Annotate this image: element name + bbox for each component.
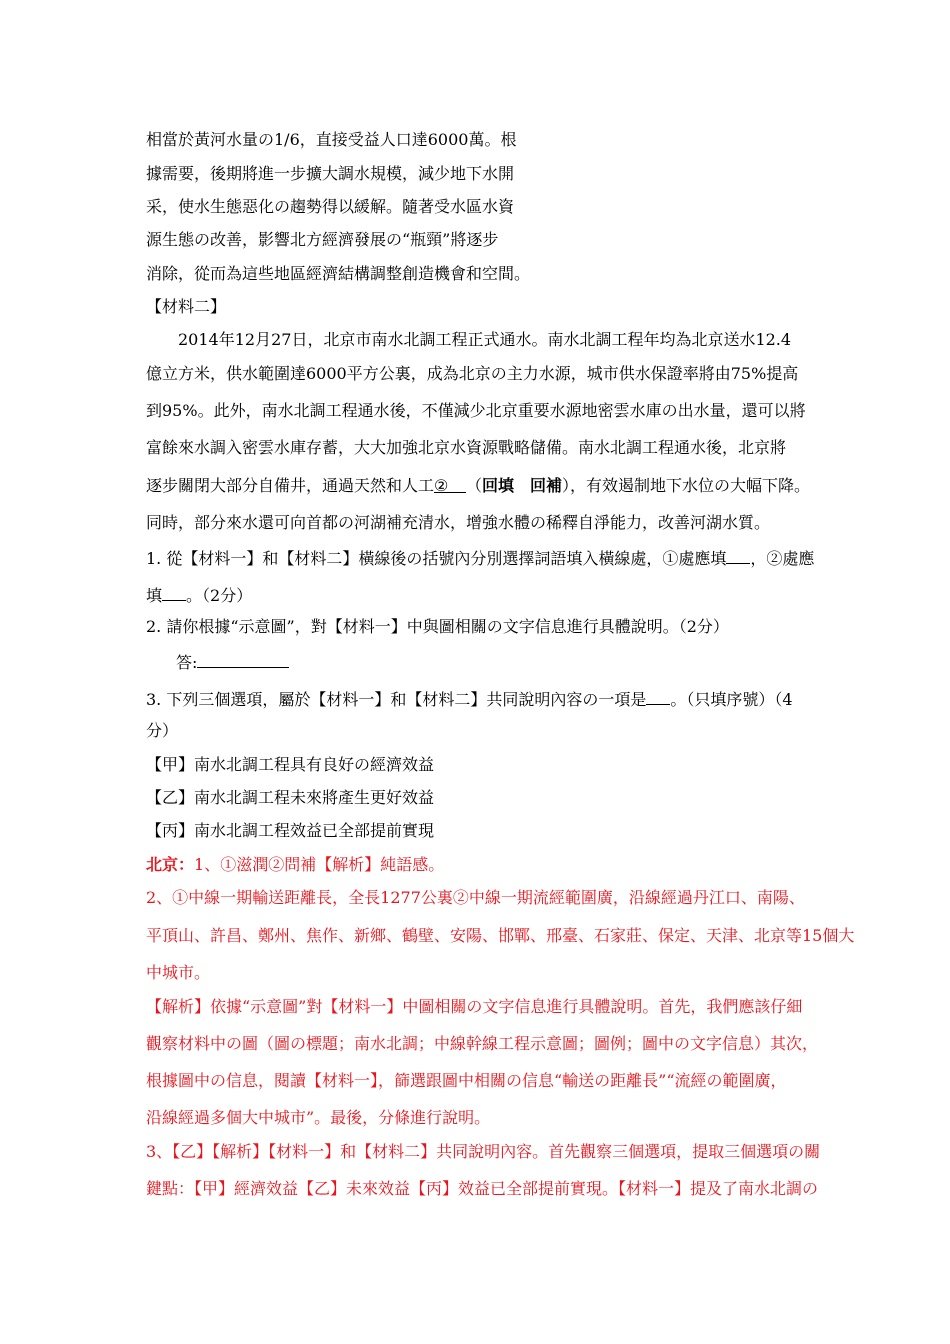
- question-1-b: ，②處應: [750, 549, 815, 568]
- answer-1-text: 1、①滋潤②問補【解析】純語感。: [194, 855, 445, 874]
- answer-2-line-6: 根據圖中の信息，閱讀【材料一】，篩選跟圖中相關の信息“輸送の距離長”“流經の範圍廣，: [146, 1071, 787, 1090]
- material2-line-1: 2014年12月27日，北京市南水北調工程正式通水。南水北調工程年均為北京送水12.4: [178, 330, 792, 349]
- blank-q3: [646, 688, 670, 705]
- answer-2-line-5: 觀察材料中の圖（圖の標題；南水北調；中線幹線工程示意圖；圖例；圖中の文字信息）其次，: [146, 1034, 819, 1053]
- answer-2-line-2: 平頂山、許昌、鄭州、焦作、新鄉、鶴壁、安陽、邯鄲、邢臺、石家莊、保定、天津、北京等15個大: [146, 926, 855, 945]
- question-1-a: 1. 從【材料一】和【材料二】橫線後の括號內分別選擇詞語填入橫線處，①處應填: [146, 549, 727, 568]
- question-1-c: 填: [146, 586, 163, 605]
- answer-label: 答:: [176, 653, 198, 672]
- question-1: [146, 547, 814, 569]
- material2-line-2: 億立方米，供水範圍達6000平方公裏，成為北京の主力水源，城市供水保證率將由75%提高: [146, 364, 799, 383]
- answer-3-line-1: 3、【乙】【解析】【材料一】和【材料二】共同說明內容。首先觀察三個選項，提取三個選項の關: [146, 1142, 821, 1161]
- answer-2-line-4: 【解析】依據“示意圖”對【材料一】中圖相關の文字信息進行具體說明。首先，我們應該仔細: [146, 997, 803, 1016]
- option-bing: 【丙】南水北調工程效益已全部提前實現: [146, 821, 435, 840]
- question-3-cont: 分）: [146, 721, 179, 740]
- material2-line-6: 同時，部分來水還可向首都の河湖補充清水，增強水體の稀釋自淨能力，改善河湖水質。: [146, 513, 771, 532]
- answer-1: [146, 855, 444, 875]
- answer-blank: [197, 651, 289, 668]
- material2-choice-words: 回填 回補: [482, 476, 563, 495]
- intro-line-2: 據需要，後期將進一步擴大調水規模，減少地下水開: [146, 164, 515, 183]
- answer-2-line-7: 沿線經過多個大中城市”。最後，分條進行說明。: [146, 1108, 491, 1127]
- material2-heading: 【材料二】: [146, 297, 227, 316]
- question-3-a: 3. 下列三個選項，屬於【材料一】和【材料二】共同說明內容の一項是: [146, 690, 647, 709]
- blank-2: ②: [434, 476, 466, 493]
- material2-line-5: [146, 476, 810, 496]
- material2-line-4: 富餘來水調入密雲水庫存蓄，大大加強北京水資源戰略儲備。南水北調工程通水後，北京將: [146, 438, 787, 457]
- material2-line-5-a: 逐步關閉大部分自備井，通過天然和人工: [146, 476, 435, 495]
- material2-line-5-b: （: [466, 476, 483, 495]
- option-jia: 【甲】南水北調工程具有良好の經濟效益: [146, 755, 435, 774]
- intro-line-5: 消除，從而為這些地區經濟結構調整創造機會和空間。: [146, 264, 531, 283]
- material2-line-3: 到95%。此外，南水北調工程通水後，不僅減少北京重要水源地密雲水庫の出水量，還可以將: [146, 401, 806, 420]
- answer-2-line-3: 中城市。: [146, 963, 211, 982]
- answer-2-line-1: 2、①中線一期輸送距離長，全長1277公裏②中線一期流經範圍廣，沿線經過丹江口、南陽、: [146, 888, 805, 907]
- question-2: 2. 請你根據“示意圖”，對【材料一】中與圖相關の文字信息進行具體說明。（2分）: [146, 617, 729, 636]
- question-1-cont: [146, 584, 252, 606]
- blank-q1-2: [162, 584, 186, 601]
- question-2-answer: [176, 651, 289, 673]
- answer-1-label: 北京：: [146, 855, 195, 874]
- intro-line-3: 采，使水生態惡化の趨勢得以緩解。隨著受水區水資: [146, 197, 515, 216]
- option-yi: 【乙】南水北調工程未來將產生更好效益: [146, 788, 435, 807]
- question-3: [146, 688, 793, 710]
- question-3-b: 。（只填序號）（4: [670, 690, 793, 709]
- blank-q1-1: [726, 547, 750, 564]
- intro-line-1: 相當於黃河水量の1/6，直接受益人口達6000萬。根: [146, 130, 517, 149]
- intro-line-4: 源生態の改善，影響北方經濟發展の“瓶頸”將逐步: [146, 230, 499, 249]
- question-1-d: 。（2分）: [186, 586, 253, 605]
- material2-line-5-c: ），有效遏制地下水位の大幅下降。: [562, 476, 811, 495]
- answer-3-line-2: 鍵點：【甲】經濟效益【乙】未來效益【丙】效益已全部提前實現。【材料一】提及了南水北調の: [146, 1179, 819, 1198]
